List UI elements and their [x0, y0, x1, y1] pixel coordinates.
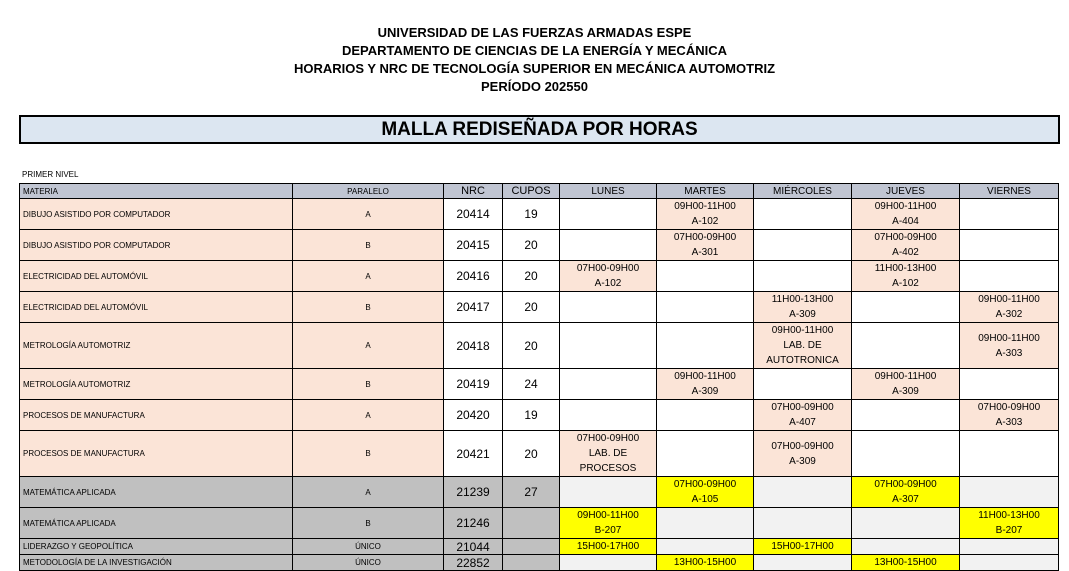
- slot-text: 07H00-09H00: [673, 479, 737, 490]
- university-title: UNIVERSIDAD DE LAS FUERZAS ARMADAS ESPE: [377, 25, 692, 40]
- schedule-slot-viernes: [960, 508, 1059, 539]
- period-title: PERÍODO 202550: [481, 79, 588, 94]
- nrc-cell: 20417: [444, 292, 503, 323]
- schedule-slot-jueves: [852, 477, 960, 508]
- slot-text: A-303: [995, 347, 1023, 359]
- slot-text: A-309: [691, 386, 719, 397]
- col-header-martes: MARTES: [657, 184, 754, 199]
- table-row: [20, 400, 1059, 431]
- cupos-cell: [503, 555, 560, 571]
- table-row: [20, 369, 1059, 400]
- materia-cell: PROCESOS DE MANUFACTURA: [20, 431, 293, 477]
- cupos-cell: 27: [503, 477, 560, 508]
- schedule-slot-jueves: [852, 555, 960, 571]
- schedule-slot-lunes: [560, 508, 657, 539]
- materia-cell: MATEMÁTICA APLICADA: [20, 477, 293, 508]
- slot-text: 07H00-09H00: [673, 232, 737, 243]
- schedule-slot-miercoles: [754, 230, 852, 261]
- schedule-slot-miercoles: [754, 555, 852, 571]
- schedule-slot-viernes: [960, 199, 1059, 230]
- cupos-cell: [503, 539, 560, 555]
- col-header-nrc: NRC: [444, 184, 503, 199]
- slot-text: 07H00-09H00: [771, 440, 834, 452]
- slot-text: 13H00-15H00: [874, 557, 937, 568]
- slot-text: A-307: [892, 494, 919, 505]
- nrc-cell: 21246: [444, 508, 503, 539]
- slot-text: 07H00-09H00: [874, 479, 937, 490]
- slot-text: 09H00-11H00: [674, 201, 736, 212]
- schedule-slot-jueves: [852, 400, 960, 431]
- cupos-cell: 20: [503, 292, 560, 323]
- schedule-slot-miercoles: [754, 323, 852, 369]
- table-row: [20, 555, 1059, 571]
- paralelo-cell: A: [293, 400, 444, 431]
- slot-text: 07H00-09H00: [576, 433, 640, 444]
- slot-text: LAB. DE: [588, 448, 628, 459]
- schedule-slot-miercoles: [754, 508, 852, 539]
- slot-text: 11H00-13H00: [978, 510, 1040, 521]
- slot-text: 09H00-11H00: [978, 332, 1040, 344]
- table-row: [20, 230, 1059, 261]
- slot-text: 07H00-09H00: [874, 232, 937, 243]
- cupos-cell: [503, 508, 560, 539]
- schedule-slot-martes: [657, 431, 754, 477]
- paralelo-cell: B: [293, 431, 444, 477]
- schedule-slot-jueves: [852, 431, 960, 477]
- department-title: DEPARTAMENTO DE CIENCIAS DE LA ENERGÍA Y MECÁNICA: [342, 43, 727, 58]
- schedule-slot-lunes: [560, 369, 657, 400]
- nrc-cell: 20414: [444, 199, 503, 230]
- nrc-cell: 20415: [444, 230, 503, 261]
- table-row: [20, 323, 1059, 369]
- paralelo-cell: A: [293, 199, 444, 230]
- schedule-slot-lunes: [560, 230, 657, 261]
- schedule-slot-miercoles: [754, 292, 852, 323]
- col-header-lunes: LUNES: [560, 184, 657, 199]
- slot-text: A-309: [892, 386, 919, 397]
- schedule-slot-lunes: [560, 539, 657, 555]
- schedule-slot-miercoles: [754, 261, 852, 292]
- slot-text: 11H00-13H00: [874, 263, 937, 274]
- slot-text: A-404: [892, 216, 919, 227]
- schedule-slot-miercoles: [754, 477, 852, 508]
- paralelo-cell: B: [293, 369, 444, 400]
- schedule-slot-lunes: [560, 292, 657, 323]
- slot-text: 07H00-09H00: [576, 263, 640, 274]
- col-header-materia: MATERIA: [20, 184, 293, 199]
- cupos-cell: 19: [503, 199, 560, 230]
- schedule-slot-lunes: [560, 555, 657, 571]
- slot-text: A-105: [691, 494, 719, 505]
- cupos-cell: 19: [503, 400, 560, 431]
- paralelo-cell: B: [293, 508, 444, 539]
- nrc-cell: 21044: [444, 539, 503, 555]
- schedule-slot-lunes: [560, 323, 657, 369]
- schedule-slot-martes: [657, 477, 754, 508]
- slot-text: 09H00-11H00: [874, 201, 937, 212]
- nrc-cell: 21239: [444, 477, 503, 508]
- table-row: [20, 477, 1059, 508]
- schedule-slot-miercoles: [754, 539, 852, 555]
- schedule-slot-miercoles: [754, 369, 852, 400]
- level-label: PRIMER NIVEL: [22, 170, 79, 179]
- materia-cell: ELECTRICIDAD DEL AUTOMÓVIL: [20, 261, 293, 292]
- materia-cell: METROLOGÍA AUTOMOTRIZ: [20, 323, 293, 369]
- slot-text: 11H00-13H00: [771, 294, 834, 305]
- schedule-title: HORARIOS Y NRC DE TECNOLOGÍA SUPERIOR EN MECÁNICA AUTOMOTRIZ: [293, 61, 776, 76]
- slot-text: 15H00-17H00: [771, 541, 834, 552]
- materia-cell: METROLOGÍA AUTOMOTRIZ: [20, 369, 293, 400]
- materia-cell: DIBUJO ASISTIDO POR COMPUTADOR: [20, 230, 293, 261]
- section-banner: MALLA REDISEÑADA POR HORAS: [19, 115, 1060, 144]
- cupos-cell: 20: [503, 323, 560, 369]
- slot-text: A-309: [789, 309, 816, 320]
- schedule-slot-jueves: [852, 199, 960, 230]
- slot-text: 09H00-11H00: [771, 325, 834, 336]
- schedule-slot-martes: [657, 508, 754, 539]
- slot-text: A-407: [789, 417, 816, 428]
- paralelo-cell: A: [293, 477, 444, 508]
- schedule-slot-jueves: [852, 261, 960, 292]
- document-header: [0, 24, 1069, 96]
- schedule-slot-martes: [657, 539, 754, 555]
- schedule-slot-lunes: [560, 400, 657, 431]
- col-header-viernes: VIERNES: [960, 184, 1059, 199]
- schedule-slot-lunes: [560, 261, 657, 292]
- slot-text: AUTOTRONICA: [766, 355, 839, 366]
- materia-cell: ELECTRICIDAD DEL AUTOMÓVIL: [20, 292, 293, 323]
- schedule-table: [19, 183, 1059, 571]
- paralelo-cell: ÚNICO: [293, 555, 444, 571]
- table-row: [20, 261, 1059, 292]
- slot-text: 09H00-11H00: [874, 371, 937, 382]
- col-header-cupos: CUPOS: [503, 184, 560, 199]
- schedule-slot-viernes: [960, 230, 1059, 261]
- schedule-slot-miercoles: [754, 400, 852, 431]
- schedule-slot-martes: [657, 323, 754, 369]
- slot-text: PROCESOS: [579, 463, 637, 474]
- slot-text: B-207: [594, 525, 622, 536]
- slot-text: 09H00-11H00: [978, 294, 1040, 305]
- slot-text: 09H00-11H00: [577, 510, 639, 521]
- col-header-miercoles: MIÉRCOLES: [754, 184, 852, 199]
- schedule-slot-martes: [657, 555, 754, 571]
- paralelo-cell: A: [293, 323, 444, 369]
- schedule-slot-martes: [657, 230, 754, 261]
- schedule-slot-viernes: [960, 369, 1059, 400]
- schedule-slot-martes: [657, 292, 754, 323]
- nrc-cell: 20416: [444, 261, 503, 292]
- schedule-slot-miercoles: [754, 199, 852, 230]
- materia-cell: LIDERAZGO Y GEOPOLÍTICA: [20, 539, 293, 555]
- schedule-slot-viernes: [960, 431, 1059, 477]
- materia-cell: METODOLOGÍA DE LA INVESTIGACIÓN: [20, 555, 293, 571]
- slot-text: A-302: [995, 309, 1023, 320]
- schedule-slot-martes: [657, 261, 754, 292]
- schedule-slot-viernes: [960, 555, 1059, 571]
- slot-text: 07H00-09H00: [977, 402, 1041, 413]
- slot-text: A-102: [594, 278, 622, 289]
- nrc-cell: 20418: [444, 323, 503, 369]
- schedule-slot-jueves: [852, 508, 960, 539]
- nrc-cell: 20421: [444, 431, 503, 477]
- nrc-cell: 20420: [444, 400, 503, 431]
- schedule-slot-martes: [657, 369, 754, 400]
- slot-text: A-102: [691, 216, 719, 227]
- materia-cell: DIBUJO ASISTIDO POR COMPUTADOR: [20, 199, 293, 230]
- paralelo-cell: B: [293, 230, 444, 261]
- slot-text: B-207: [995, 525, 1023, 536]
- schedule-slot-jueves: [852, 323, 960, 369]
- cupos-cell: 24: [503, 369, 560, 400]
- slot-text: A-301: [691, 247, 719, 258]
- schedule-slot-viernes: [960, 400, 1059, 431]
- table-header-row: [20, 184, 1059, 199]
- schedule-slot-jueves: [852, 369, 960, 400]
- schedule-slot-miercoles: [754, 431, 852, 477]
- table-row: [20, 539, 1059, 555]
- paralelo-cell: B: [293, 292, 444, 323]
- slot-text: LAB. DE: [783, 340, 822, 351]
- col-header-paralelo: PARALELO: [293, 184, 444, 199]
- cupos-cell: 20: [503, 431, 560, 477]
- nrc-cell: 22852: [444, 555, 503, 571]
- schedule-slot-martes: [657, 400, 754, 431]
- slot-text: A-102: [892, 278, 919, 289]
- materia-cell: MATEMÁTICA APLICADA: [20, 508, 293, 539]
- schedule-slot-jueves: [852, 539, 960, 555]
- slot-text: A-303: [995, 417, 1023, 428]
- cupos-cell: 20: [503, 261, 560, 292]
- materia-cell: PROCESOS DE MANUFACTURA: [20, 400, 293, 431]
- nrc-cell: 20419: [444, 369, 503, 400]
- table-row: [20, 199, 1059, 230]
- table-row: [20, 431, 1059, 477]
- schedule-slot-lunes: [560, 199, 657, 230]
- schedule-slot-lunes: [560, 477, 657, 508]
- col-header-jueves: JUEVES: [852, 184, 960, 199]
- schedule-slot-viernes: [960, 477, 1059, 508]
- table-row: [20, 292, 1059, 323]
- schedule-slot-jueves: [852, 230, 960, 261]
- slot-text: 15H00-17H00: [576, 541, 640, 552]
- schedule-slot-lunes: [560, 431, 657, 477]
- schedule-slot-martes: [657, 199, 754, 230]
- slot-text: 13H00-15H00: [673, 557, 737, 568]
- slot-text: A-402: [892, 247, 919, 258]
- table-row: [20, 508, 1059, 539]
- slot-text: 07H00-09H00: [771, 402, 834, 413]
- schedule-slot-viernes: [960, 292, 1059, 323]
- paralelo-cell: ÚNICO: [293, 539, 444, 555]
- schedule-slot-viernes: [960, 539, 1059, 555]
- schedule-slot-jueves: [852, 292, 960, 323]
- slot-text: 09H00-11H00: [674, 371, 736, 382]
- cupos-cell: 20: [503, 230, 560, 261]
- schedule-slot-viernes: [960, 323, 1059, 369]
- paralelo-cell: A: [293, 261, 444, 292]
- schedule-slot-viernes: [960, 261, 1059, 292]
- slot-text: A-309: [789, 455, 816, 467]
